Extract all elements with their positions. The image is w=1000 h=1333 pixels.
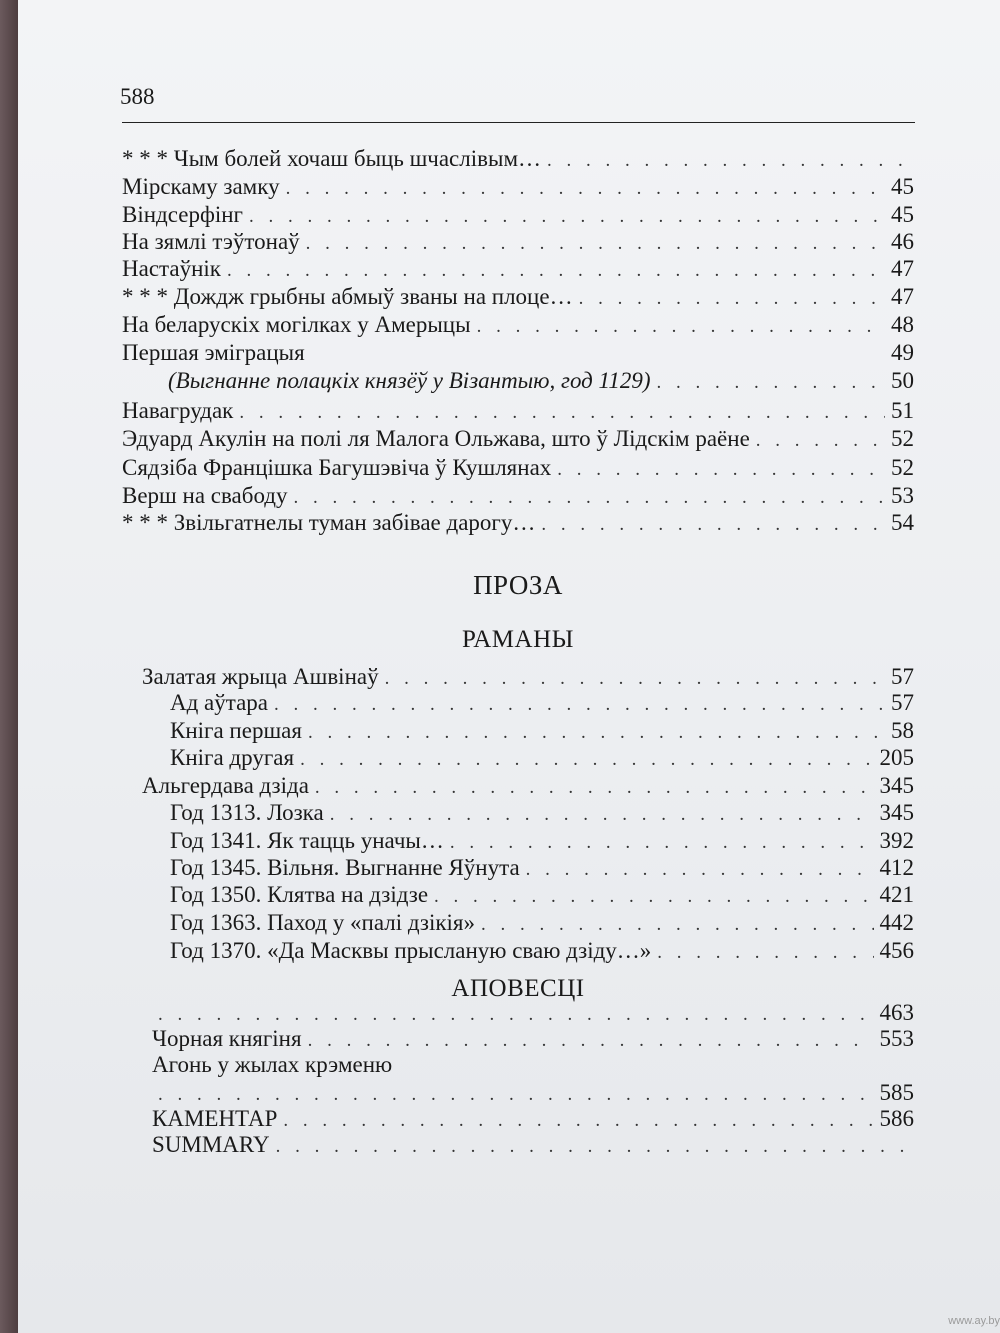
header-rule <box>122 122 915 123</box>
toc-entry: На зямлі тэўтонаў . . . 46 <box>122 229 914 257</box>
toc-entry: Віндсерфінг . . . 45 <box>122 202 914 230</box>
leader-dots <box>300 749 873 771</box>
toc-entry: * * * Дождж грыбны абмыў званы на плоце… . . . 47 <box>122 284 914 312</box>
toc-entry: Кніга другая . . . 205 <box>142 745 914 773</box>
toc-entry: Год 1350. Клятва на дзідзе . . . 421 <box>142 882 914 910</box>
leader-dots <box>308 722 885 744</box>
toc-entry: Мірскаму замку . . . 45 <box>122 174 914 202</box>
leader-dots <box>306 233 885 255</box>
leader-dots <box>385 668 885 690</box>
toc-entry: На беларускіх могілках у Амерыцы . . . 48 <box>122 312 914 340</box>
leader-dots <box>547 150 908 172</box>
leader-dots <box>283 1110 873 1132</box>
leader-dots <box>330 804 874 826</box>
leader-dots <box>308 1030 874 1052</box>
toc-entry: Агонь у жылах крэменю <box>152 1052 393 1077</box>
leader-dots <box>656 372 885 394</box>
leader-dots <box>450 832 874 854</box>
leader-dots <box>239 402 885 424</box>
toc-entry: . . . 463 <box>152 1000 914 1028</box>
leader-dots <box>276 1136 908 1158</box>
leader-dots <box>274 694 885 716</box>
leader-dots <box>286 178 885 200</box>
leader-dots <box>158 1004 874 1026</box>
toc-entry: Год 1363. Паход у «палі дзікія» . . . 442 <box>142 910 914 938</box>
section-heading-novellas: АПОВЕСЦІ <box>451 975 585 1002</box>
leader-dots <box>294 487 886 509</box>
toc-entry: Першая эміграцыя 49 <box>122 340 914 365</box>
toc-entry: Сядзіба Францішка Багушэвіча ў Кушлянах . . . 52 <box>122 455 914 483</box>
leader-dots <box>756 430 885 452</box>
toc-entry: Кніга першая . . . 58 <box>142 718 914 746</box>
page-number: 588 <box>120 84 155 109</box>
section-heading-prose: ПРОЗА <box>473 570 563 600</box>
toc-entry: SUMMARY . . . <box>152 1132 914 1160</box>
leader-dots <box>541 514 885 536</box>
toc-entry: Навагрудак . . . 51 <box>122 398 914 426</box>
section-heading-novels: РАМАНЫ <box>462 626 574 653</box>
toc-entry: Год 1341. Як тацць уначы… . . . 392 <box>142 828 914 856</box>
leader-dots <box>477 316 885 338</box>
watermark: www.ay.by <box>948 1315 1000 1327</box>
toc-entry: Ад аўтара . . . 57 <box>142 690 914 718</box>
leader-dots <box>557 459 885 481</box>
toc-entry: Верш на свабоду . . . 53 <box>122 483 914 511</box>
toc-entry: * * * Звільгатнелы туман забівае дарогу… . . . 54 <box>122 510 914 538</box>
leader-dots <box>579 288 885 310</box>
book-page <box>18 0 1000 1333</box>
toc-entry: КАМЕНТАР . . . 586 <box>152 1106 914 1134</box>
toc-entry: Год 1370. «Да Масквы прысланую сваю дзіду…» . . . 456 <box>142 938 914 966</box>
toc-entry: Залатая жрыца Ашвінаў . . . 57 <box>142 664 914 692</box>
leader-dots <box>315 777 874 799</box>
leader-dots <box>434 886 873 908</box>
toc-entry: Год 1345. Вільня. Выгнанне Яўнута . . . 412 <box>142 855 914 883</box>
toc-entry: Эдуард Акулін на полі ля Малога Ольжава, што ў Лідскім раёне . . . 52 <box>122 426 914 454</box>
toc-entry: Чорная княгіня . . . 553 <box>152 1026 914 1054</box>
toc-entry: Альгердава дзіда . . . 345 <box>142 773 914 801</box>
leader-dots <box>158 1084 874 1106</box>
toc-entry: . . . 585 <box>152 1080 914 1108</box>
leader-dots <box>657 942 873 964</box>
toc-entry: Настаўнік . . . 47 <box>122 256 914 284</box>
leader-dots <box>526 859 874 881</box>
toc-entry: (Выгнанне полацкіх князёў у Візантыю, год 1129) . . . 50 <box>122 368 914 396</box>
toc-entry: * * * Чым болей хочаш быць шчаслівым… . . . <box>122 146 914 174</box>
leader-dots <box>481 914 874 936</box>
toc-entry: Год 1313. Лозка . . . 345 <box>142 800 914 828</box>
leader-dots <box>249 206 885 228</box>
leader-dots <box>227 260 885 282</box>
